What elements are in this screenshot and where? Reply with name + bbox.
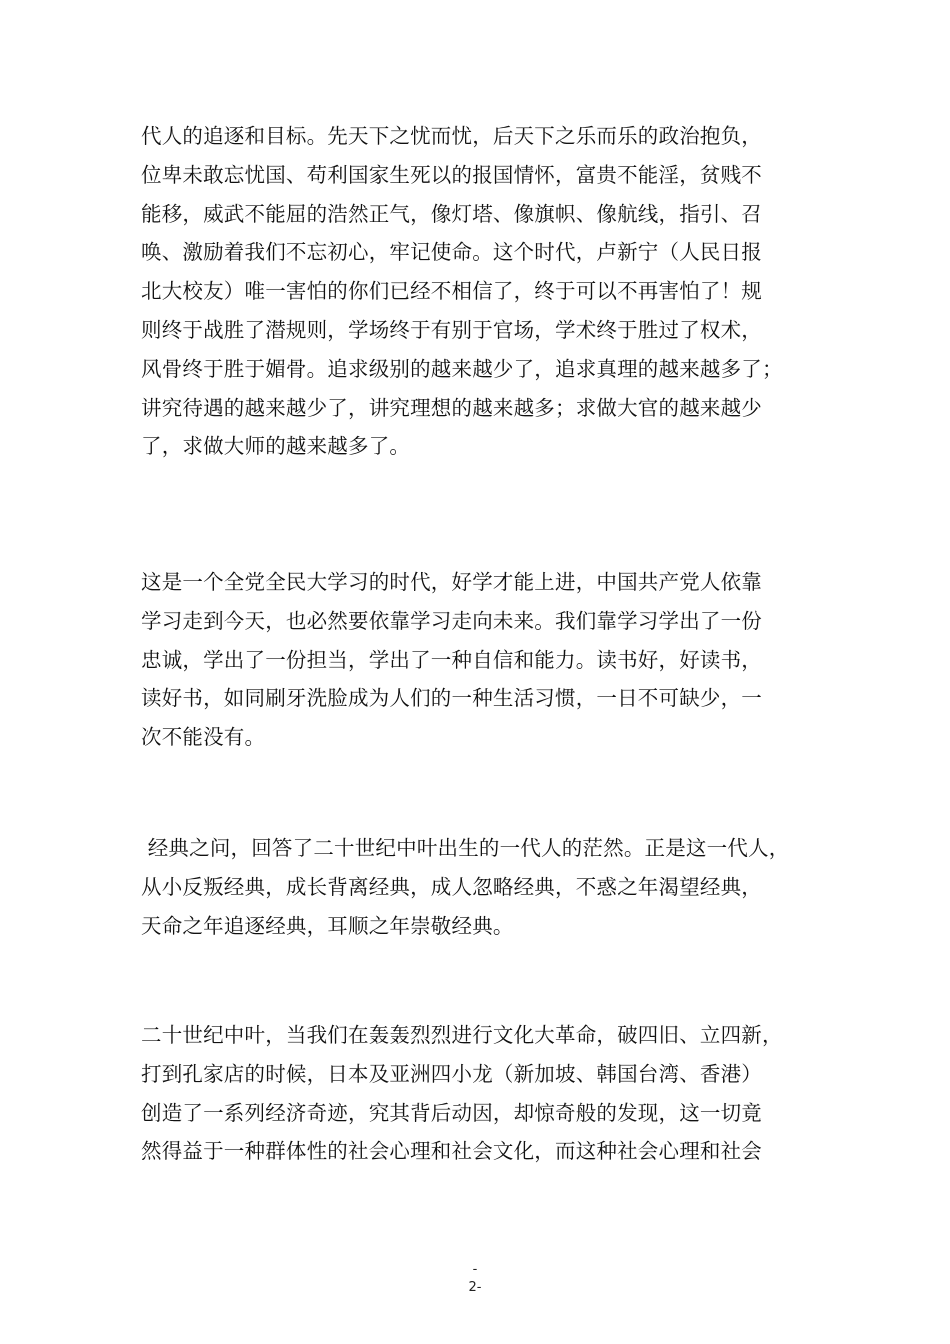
text-line: 学习走到今天，也必然要依靠学习走向未来。我们靠学习学出了一份 [141, 608, 762, 633]
text-line: 则终于战胜了潜规则，学场终于有别于官场，学术终于胜过了权术， [141, 317, 762, 342]
text-line: 北大校友）唯一害怕的你们已经不相信了，终于可以不再害怕了！规 [141, 279, 762, 304]
text-line: 读好书，如同刷牙洗脸成为人们的一种生活习惯，一日不可缺少，一 [141, 686, 762, 711]
text-line: 经典之问，回答了二十世纪中叶出生的一代人的茫然。正是这一代人， [141, 836, 790, 860]
paragraph-4 [141, 1016, 841, 1171]
text-line: 位卑未敢忘忧国、苟利国家生死以的报国情怀，富贵不能淫，贫贱不 [141, 162, 762, 187]
text-line: 忠诚，学出了一份担当，学出了一种自信和能力。读书好，好读书， [141, 647, 762, 672]
paragraph-1 [141, 117, 841, 466]
paragraph-2 [141, 563, 841, 757]
text-line: 唤、激励着我们不忘初心，牢记使命。这个时代，卢新宁（人民日报 [141, 240, 762, 265]
footer-dash: - [472, 1262, 478, 1277]
text-line: 这是一个全党全民大学习的时代，好学才能上进，中国共产党人依靠 [141, 570, 762, 594]
text-line: 了，求做大师的越来越多了。 [141, 434, 411, 459]
text-line: 二十世纪中叶，当我们在轰轰烈烈进行文化大革命，破四旧、立四新， [141, 1023, 783, 1047]
text-line: 然得益于一种群体性的社会心理和社会文化，而这种社会心理和社会 [141, 1139, 762, 1164]
text-line: 能移，威武不能屈的浩然正气，像灯塔、像旗帜、像航线，指引、召 [141, 201, 762, 226]
text-line: 次不能没有。 [141, 725, 266, 750]
text-line: 打到孔家店的时候，日本及亚洲四小龙（新加坡、韩国台湾、香港） [141, 1061, 762, 1086]
text-line: 天命之年追逐经典，耳顺之年崇敬经典。 [141, 913, 514, 938]
text-line: 讲究待遇的越来越少了，讲究理想的越来越多；求做大官的越来越少 [141, 395, 762, 420]
text-line: 风骨终于胜于媚骨。追求级别的越来越少了，追求真理的越来越多了； [141, 356, 783, 381]
page-number: 2- [468, 1280, 482, 1295]
paragraph-3 [141, 829, 841, 945]
text-line: 创造了一系列经济奇迹，究其背后动因，却惊奇般的发现，这一切竟 [141, 1100, 762, 1125]
text-line: 从小反叛经典，成长背离经典，成人忽略经典，不惑之年渴望经典， [141, 874, 762, 899]
text-line: 代人的追逐和目标。先天下之忧而忧，后天下之乐而乐的政治抱负， [141, 124, 762, 148]
